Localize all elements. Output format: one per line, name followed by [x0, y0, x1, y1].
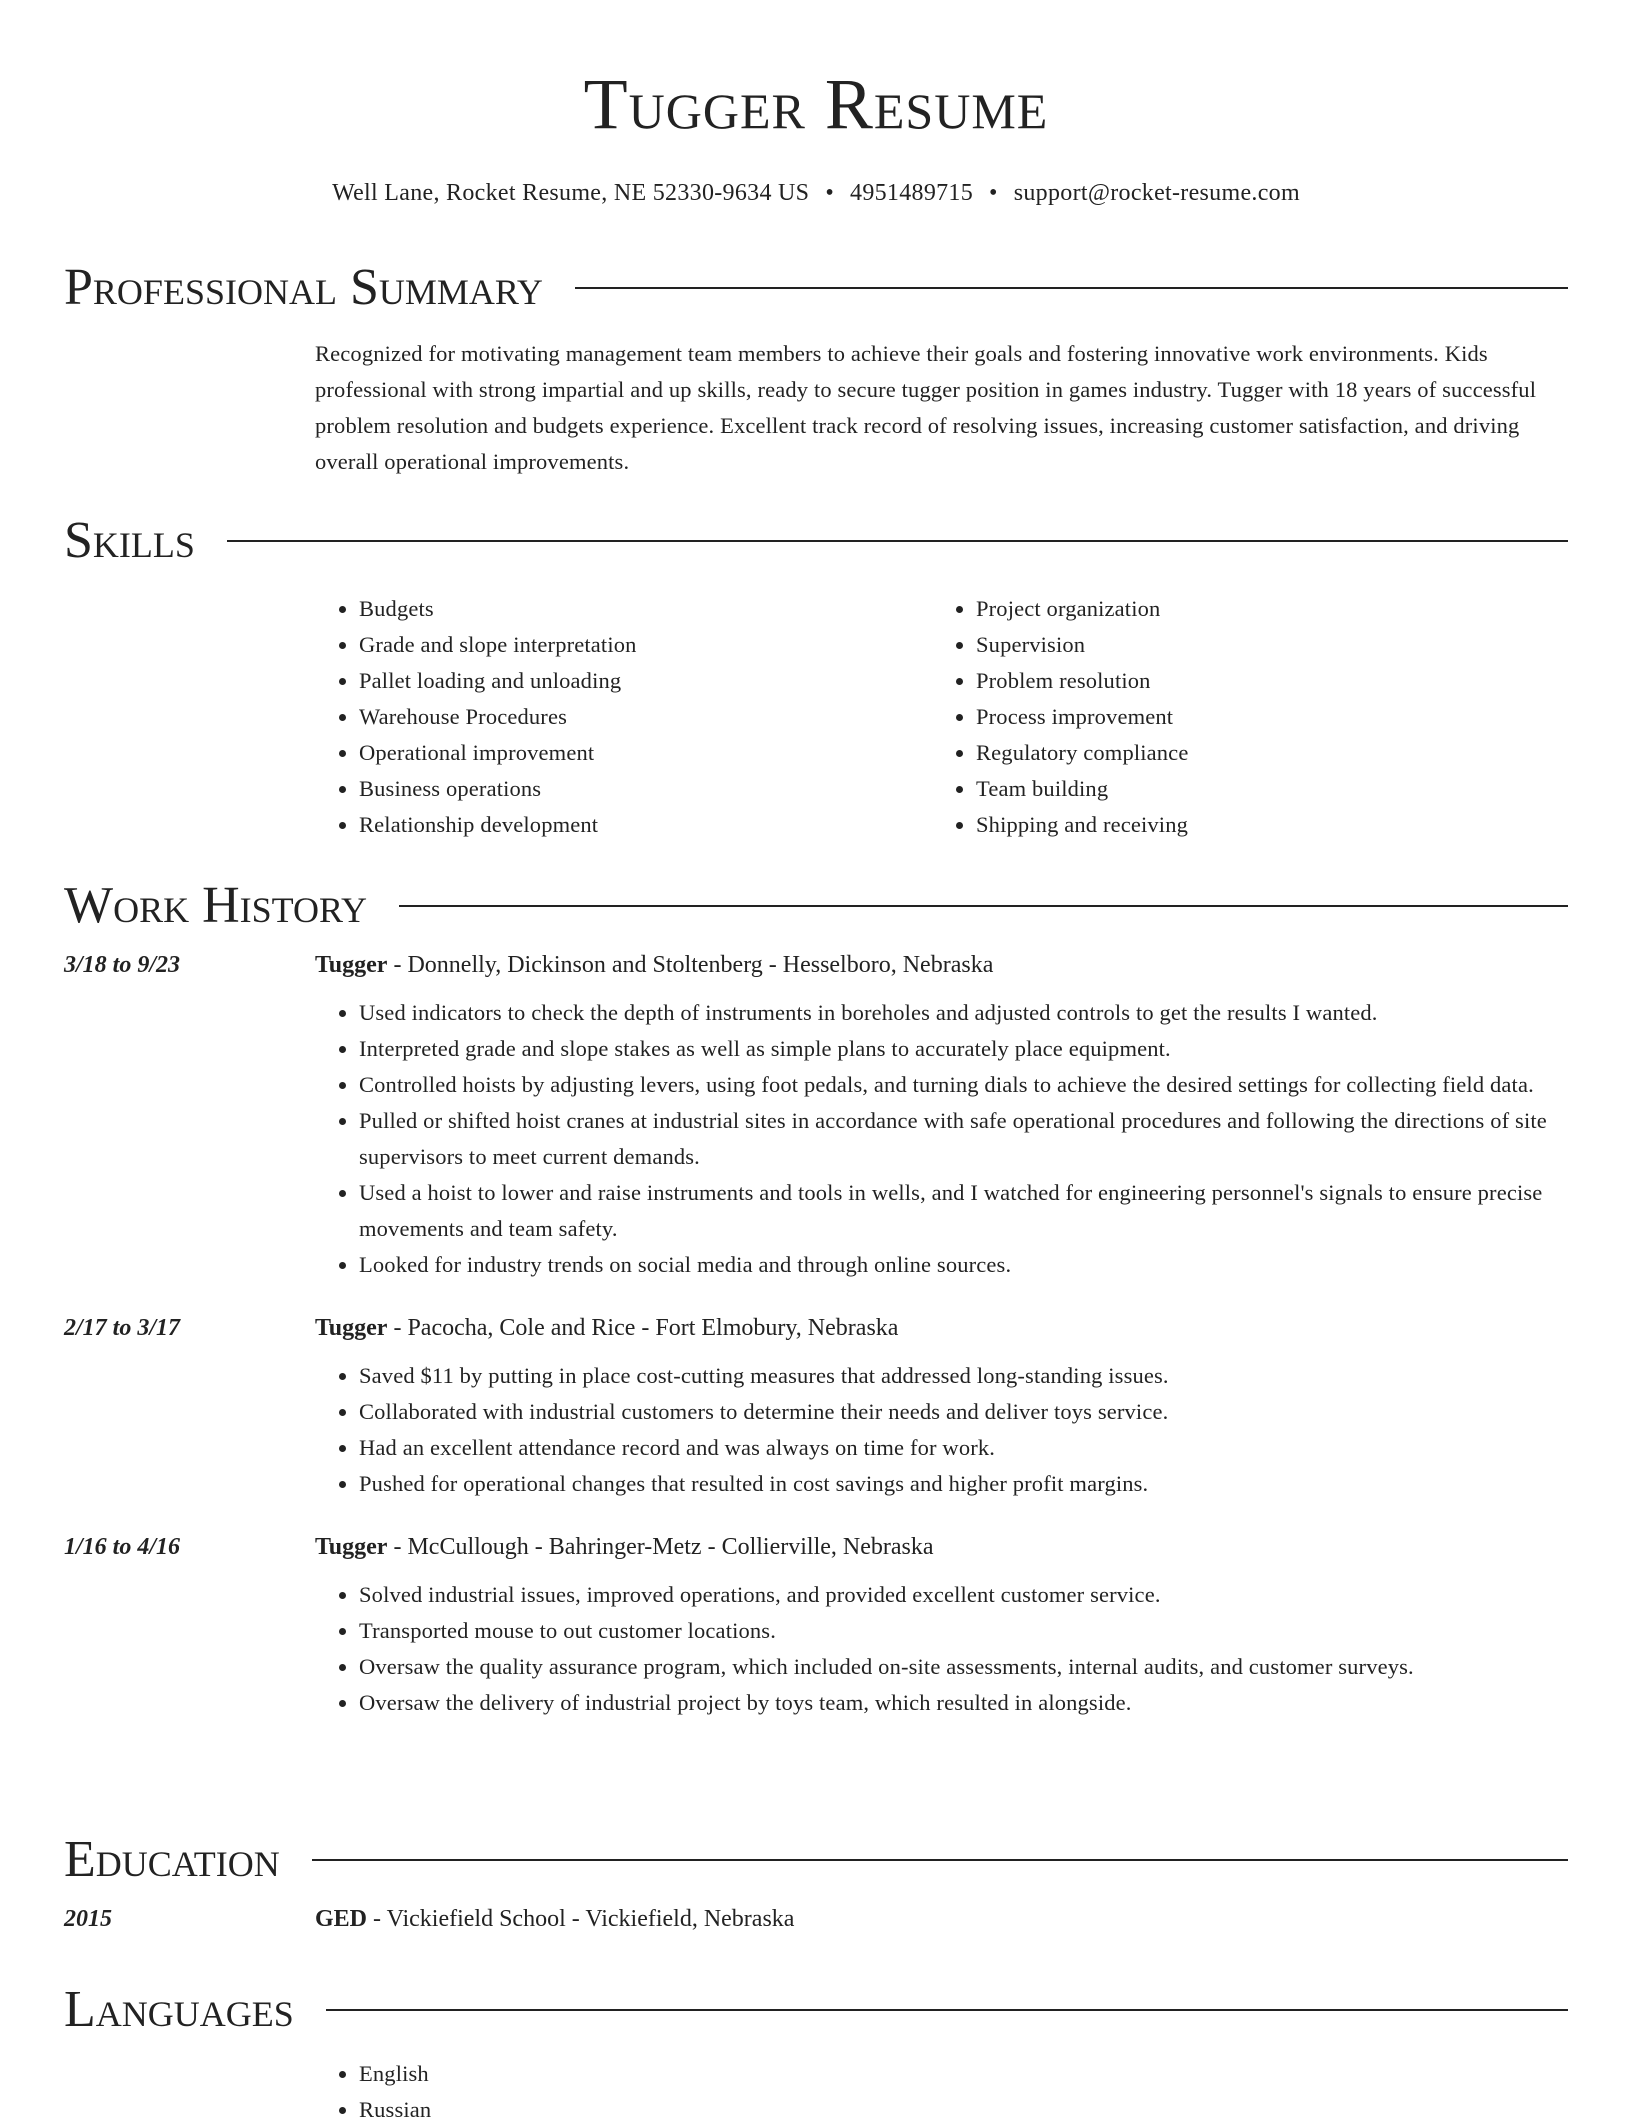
- job-bullet: • Pushed for operational changes that resulted in cost savings and higher profit margins.: [359, 1466, 1568, 1502]
- contact-separator: •: [989, 180, 998, 206]
- contact-phone: 4951489715: [850, 180, 974, 206]
- job-bullet: • Oversaw the delivery of industrial project by toys team, which resulted in alongside.: [359, 1685, 1568, 1721]
- resume-name: Tugger Resume: [583, 64, 1049, 144]
- job-entry: [64, 1534, 1568, 1721]
- skills-grid: [315, 591, 1568, 843]
- skills-heading: Skills: [64, 512, 195, 569]
- education-heading: Education: [64, 1831, 280, 1888]
- job-bullet: • Had an excellent attendance record and was always on time for work.: [359, 1430, 1568, 1466]
- job-title: [315, 1534, 934, 1561]
- skill-item: • Supervision: [976, 627, 1549, 663]
- job-header: [64, 1315, 1568, 1342]
- job-dates: 2/17 to 3/17: [64, 1315, 181, 1341]
- job-bullet: • Saved $11 by putting in place cost-cutting measures that addressed long-standing issues.: [359, 1358, 1568, 1394]
- education-details: - Vickiefield School - Vickiefield, Nebraska: [367, 1906, 795, 1932]
- job-role: Tugger: [315, 952, 388, 978]
- job-bullet: • Solved industrial issues, improved operations, and provided excellent customer service.: [359, 1577, 1568, 1613]
- education-degree: GED: [315, 1906, 368, 1932]
- job-dates: 3/18 to 9/23: [64, 952, 181, 978]
- job-dates: 1/16 to 4/16: [64, 1534, 181, 1560]
- job-entry: [64, 1315, 1568, 1502]
- section-divider: [227, 540, 1568, 542]
- contact-line: [64, 178, 1568, 208]
- job-title: [315, 1315, 898, 1342]
- summary-header: [64, 258, 1568, 318]
- job-bullet: • Collaborated with industrial customers to determine their needs and deliver toys service.: [359, 1394, 1568, 1430]
- skills-column-right: [932, 591, 1549, 843]
- skill-item: • Shipping and receiving: [976, 807, 1549, 843]
- job-bullets: [315, 1577, 1568, 1721]
- skill-item: • Problem resolution: [976, 663, 1549, 699]
- job-bullet: • Controlled hoists by adjusting levers, using foot pedals, and turning dials to achieve the desired settings for collecting field data.: [359, 1067, 1568, 1103]
- job-bullets: [315, 995, 1568, 1283]
- education-entry: [64, 1906, 1568, 1933]
- contact-email: support@rocket-resume.com: [1013, 180, 1300, 206]
- skill-item: • Warehouse Procedures: [359, 699, 932, 735]
- education-year: 2015: [64, 1906, 112, 1932]
- skill-item: • Pallet loading and unloading: [359, 663, 932, 699]
- job-bullets: [315, 1358, 1568, 1502]
- job-bullet: • Used indicators to check the depth of instruments in boreholes and adjusted controls to get the results I wanted.: [359, 995, 1568, 1031]
- skill-item: • Relationship development: [359, 807, 932, 843]
- job-role: Tugger: [315, 1534, 388, 1560]
- job-bullet: • Used a hoist to lower and raise instruments and tools in wells, and I watched for engineering personnel's signals to ensure precise movements and team safety.: [359, 1175, 1568, 1247]
- languages-header: [64, 1980, 1568, 2040]
- skills-list-right: [932, 591, 1549, 843]
- job-bullet: • Oversaw the quality assurance program, which included on-site assessments, internal audits, and customer surveys.: [359, 1649, 1568, 1685]
- education-header: [64, 1830, 1568, 1890]
- job-header: [64, 952, 1568, 979]
- skill-item: • Budgets: [359, 591, 932, 627]
- skill-item: • Team building: [976, 771, 1549, 807]
- section-divider: [312, 1859, 1568, 1861]
- skill-item: • Operational improvement: [359, 735, 932, 771]
- skills-header: [64, 511, 1568, 571]
- section-divider: [575, 287, 1568, 289]
- work-heading: Work History: [64, 877, 368, 934]
- language-item: • English: [359, 2056, 1568, 2092]
- contact-separator: •: [825, 180, 835, 206]
- job-details: - McCullough - Bahringer-Metz - Collierville, Nebraska: [387, 1534, 934, 1560]
- job-details: - Donnelly, Dickinson and Stoltenberg - Hesselboro, Nebraska: [387, 952, 994, 978]
- section-languages: [64, 1980, 1568, 2128]
- skill-item: • Regulatory compliance: [976, 735, 1549, 771]
- education-title: [315, 1906, 794, 1933]
- skill-item: • Business operations: [359, 771, 932, 807]
- job-title: [315, 952, 993, 979]
- job-header: [64, 1534, 1568, 1561]
- languages-heading: Languages: [64, 1981, 294, 2038]
- skill-item: • Grade and slope interpretation: [359, 627, 932, 663]
- section-skills: [64, 511, 1568, 843]
- section-divider: [399, 905, 1568, 907]
- skill-item: • Project organization: [976, 591, 1549, 627]
- section-education: [64, 1830, 1568, 1933]
- languages-list: [315, 2056, 1568, 2128]
- work-header: [64, 876, 1568, 936]
- contact-address: Well Lane, Rocket Resume, NE 52330-9634 US: [332, 180, 810, 206]
- job-role: Tugger: [315, 1315, 388, 1341]
- language-item: • Russian: [359, 2092, 1568, 2128]
- job-details: - Pacocha, Cole and Rice - Fort Elmobury, Nebraska: [387, 1315, 899, 1341]
- job-bullet: • Interpreted grade and slope stakes as well as simple plans to accurately place equipment.: [359, 1031, 1568, 1067]
- job-bullet: • Pulled or shifted hoist cranes at industrial sites in accordance with safe operational procedures and following the directions of site supervisors to meet current demands.: [359, 1103, 1568, 1175]
- skill-item: • Process improvement: [976, 699, 1549, 735]
- job-entry: [64, 952, 1568, 1283]
- job-bullet: • Looked for industry trends on social media and through online sources.: [359, 1247, 1568, 1283]
- skills-column-left: [315, 591, 932, 843]
- section-work-history: [64, 876, 1568, 1721]
- job-bullet: • Transported mouse to out customer locations.: [359, 1613, 1568, 1649]
- skills-list-left: [315, 591, 932, 843]
- section-divider: [326, 2009, 1568, 2011]
- summary-heading: Professional Summary: [64, 259, 543, 316]
- section-summary: [64, 258, 1568, 480]
- summary-text: Recognized for motivating management team members to achieve their goals and fostering innovative work environments. Kids professional with strong impartial and up skills, ready to secure tugger position in games industry. Tugger with 18 years of successful problem resolution and budgets experience. Excellent track record of resolving issues, increasing customer satisfaction, and driving overall operational improvements.: [315, 341, 1537, 474]
